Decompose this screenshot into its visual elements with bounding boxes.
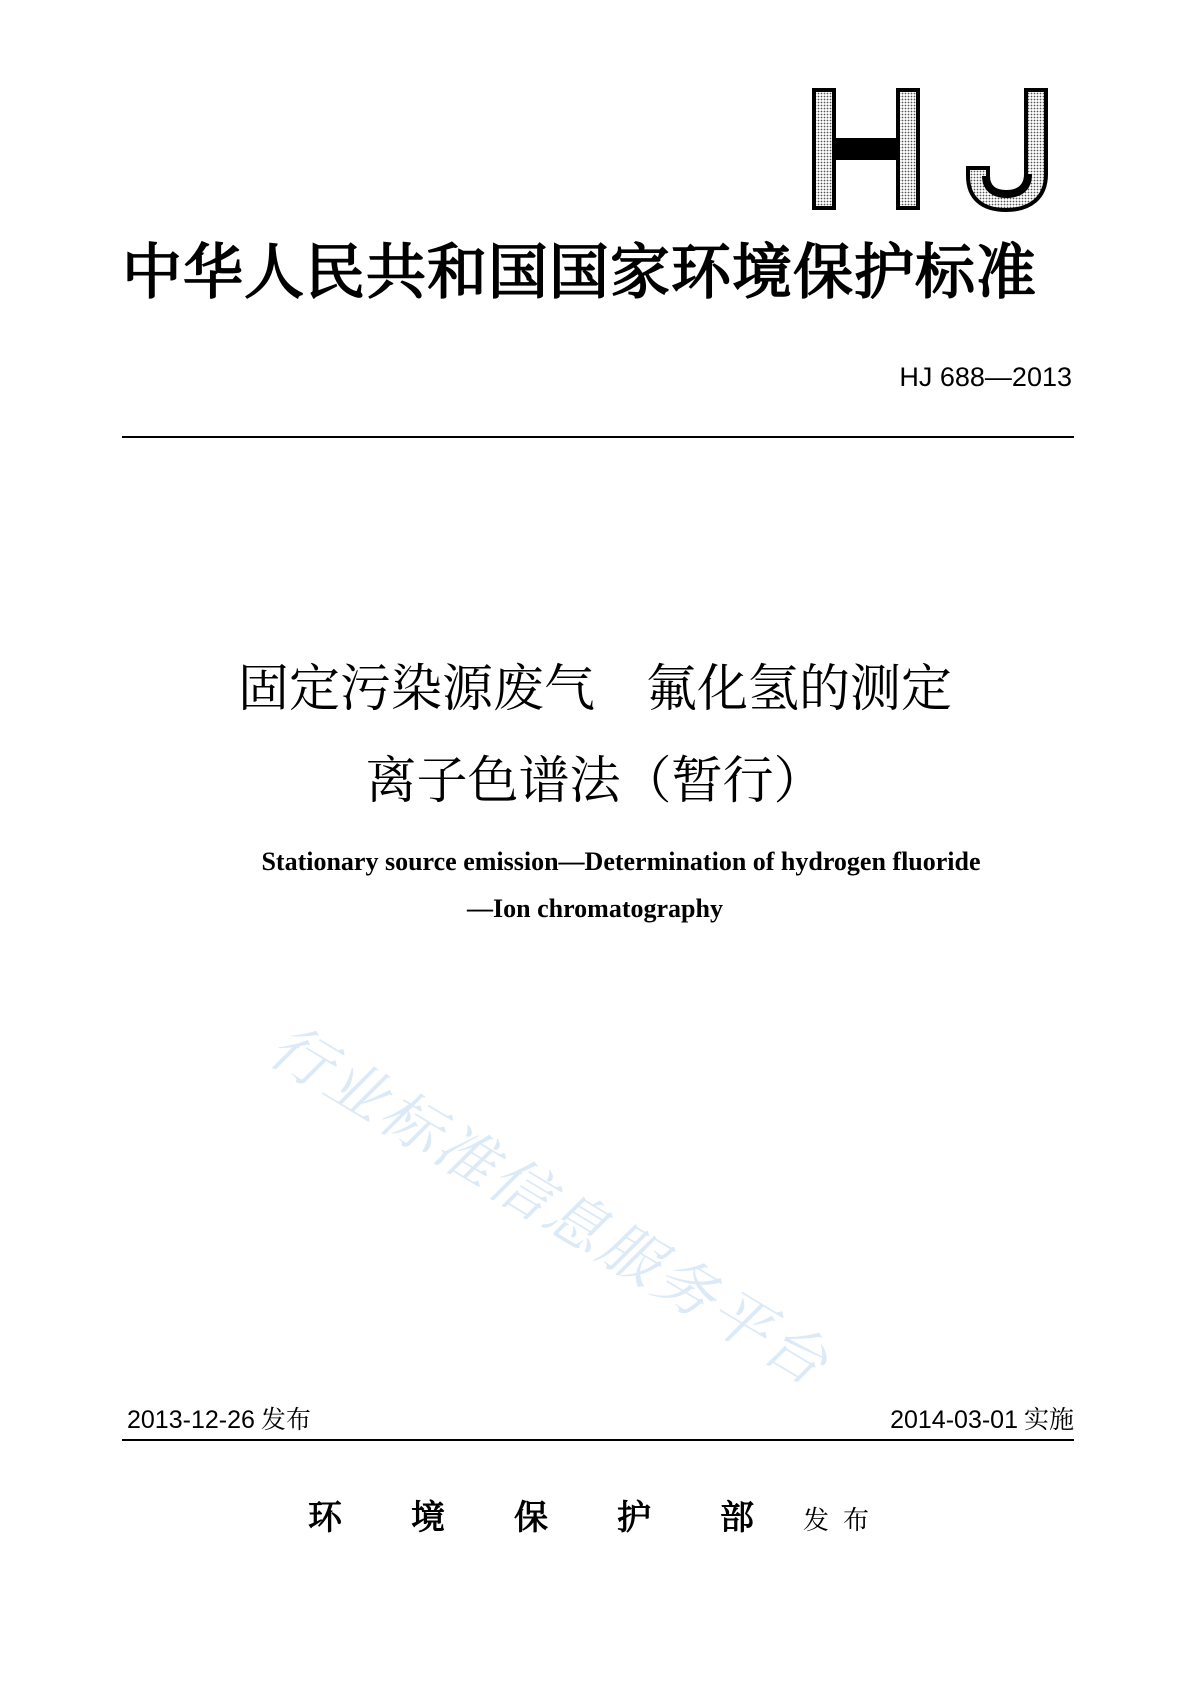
issuer-char: 护 (617, 1498, 651, 1538)
header-divider (122, 436, 1074, 438)
issuer-char: 环 (308, 1498, 342, 1538)
hj-logo (808, 86, 1052, 212)
effective-date-block (890, 1405, 1074, 1435)
footer-divider (122, 1439, 1074, 1441)
issuer-suffix: 发布 (803, 1506, 884, 1536)
issuer-char: 部 (720, 1498, 754, 1538)
issuer-char: 境 (411, 1498, 445, 1538)
issuer-char: 保 (514, 1498, 548, 1538)
chinese-title-line-1: 固定污染源废气 氟化氢的测定 (237, 660, 952, 719)
issue-label: 发布 (260, 1405, 311, 1434)
standard-number: HJ 688—2013 (899, 362, 1072, 392)
standard-category-title: 中华人民共和国国家环境保护标准 (122, 238, 1037, 308)
english-title-line-1: Stationary source emission—Determination of hydrogen fluoride (261, 847, 981, 876)
issuing-authority (308, 1490, 883, 1539)
watermark-text: 行业标准信息服务平台 (257, 1011, 842, 1401)
issue-date-block (127, 1405, 311, 1435)
effective-label: 实施 (1023, 1405, 1074, 1434)
issue-date: 2013-12-26 (127, 1406, 255, 1434)
chinese-title-line-2: 离子色谱法（暂行） (365, 752, 825, 811)
english-title-line-2: —Ion chromatography (467, 894, 723, 923)
effective-date: 2014-03-01 (890, 1406, 1018, 1434)
